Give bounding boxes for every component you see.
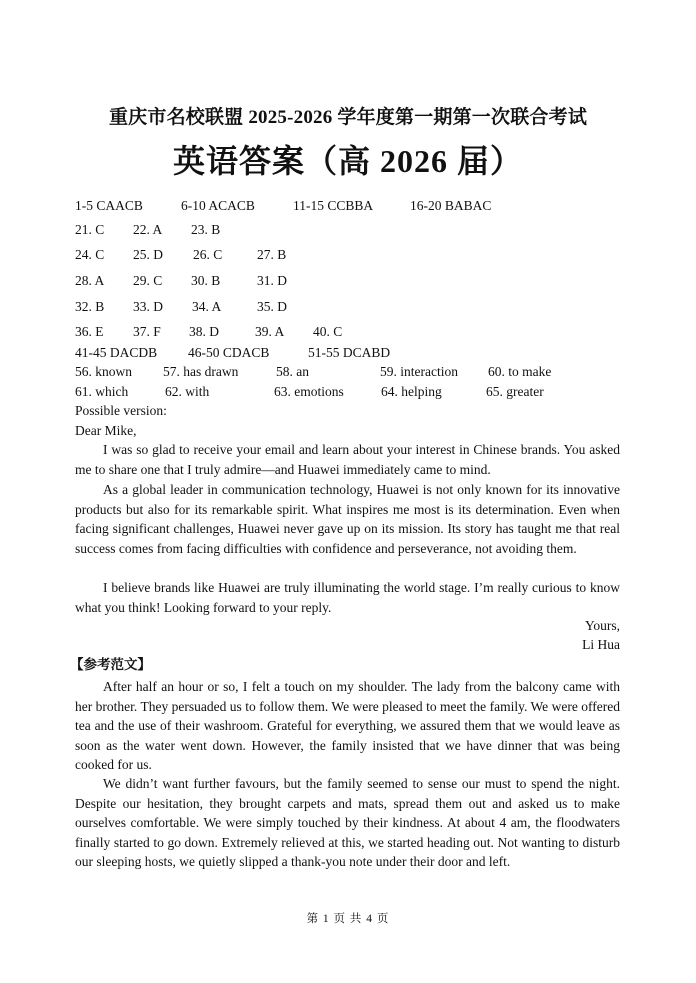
answer-item: 21. C	[75, 222, 105, 237]
answer-item: 61. which	[75, 384, 129, 399]
answer-item: 33. D	[133, 299, 163, 314]
answer-item: 32. B	[75, 299, 105, 314]
answer-item: 37. F	[133, 324, 161, 339]
answer-item: 11-15 CCBBA	[293, 198, 374, 213]
answer-item: 51-55 DCABD	[308, 345, 391, 360]
answer-item: 46-50 CDACB	[188, 345, 270, 360]
essay-paragraph: We didn’t want further favours, but the family seemed to sense our must to spend the night. Despite our hesitation, they brought carpets and mats, spread them out and asked us to make ourselves comfortable. We were simply touched by their kindness. At about 4 am, the floodwaters finally started to go down. Extremely relieved at this, we started heading out. Not wanting to disturb our sleeping hosts, we quietly slipped a thank-you note under their door and left.	[75, 776, 620, 869]
answer-item: 23. B	[191, 222, 221, 237]
answer-item: 60. to make	[488, 364, 552, 379]
answer-item: 1-5 CAACB	[75, 198, 143, 213]
answer-item: 34. A	[192, 299, 222, 314]
answer-item: 62. with	[165, 384, 210, 399]
answer-item: 59. interaction	[380, 364, 458, 379]
letter-greeting: Dear Mike,	[75, 423, 137, 438]
answer-item: 41-45 DACDB	[75, 345, 158, 360]
letter-paragraph: I was so glad to receive your email and learn about your interest in Chinese brands. You asked me to share one that I truly admire—and Huawei immediately came to mind.	[75, 442, 620, 477]
answer-item: 30. B	[191, 273, 221, 288]
letter-closing: Yours,	[584, 618, 620, 633]
exam-title: 重庆市名校联盟 2025-2026 学年度第一期第一次联合考试	[108, 107, 588, 128]
answer-item: 64. helping	[381, 384, 442, 399]
essay-paragraph: After half an hour or so, I felt a touch on my shoulder. The lady from the balcony came with her brother. They persuaded us to follow them. We were pleased to meet the family. We were offered tea and the use of their washroom. Grateful for everything, we assured them that we would leave as soon as the water went down. However, the family insisted that we have dinner that was being cooked for us.	[75, 679, 620, 772]
answer-item: 26. C	[193, 247, 223, 262]
answer-item: 39. A	[255, 324, 285, 339]
answer-item: 63. emotions	[274, 384, 344, 399]
answer-item: 22. A	[133, 222, 163, 237]
answer-item: 36. E	[75, 324, 104, 339]
page-number: 第 1 页 共 4 页	[306, 913, 390, 925]
answer-item: 40. C	[313, 324, 343, 339]
section-heading: 【参考范文】	[70, 657, 151, 672]
answer-key-title: 英语答案（高 2026 届）	[172, 143, 523, 179]
answer-item: 57. has drawn	[163, 364, 239, 379]
letter-paragraph: As a global leader in communication technology, Huawei is not only known for its innovative products but also for its remarkable spirit. What inspires me most is its determination. Even when facing significant challenges, Huawei never gave up on its mission. Its story has taught me that real success comes from facing difficulties with confidence and perseverance, not avoiding them.	[75, 482, 620, 556]
answer-item: 27. B	[257, 247, 287, 262]
answer-item: 29. C	[133, 273, 163, 288]
answer-item: 35. D	[257, 299, 287, 314]
possible-version-label: Possible version:	[75, 403, 167, 418]
answer-item: 58. an	[276, 364, 309, 379]
answer-item: 38. D	[189, 324, 219, 339]
letter-signature: Li Hua	[582, 637, 620, 652]
answer-item: 28. A	[75, 273, 105, 288]
answer-item: 56. known	[75, 364, 132, 379]
answer-item: 24. C	[75, 247, 105, 262]
answer-item: 31. D	[257, 273, 287, 288]
letter-paragraph: I believe brands like Huawei are truly illuminating the world stage. I’m really curious to know what you think! Looking forward to your reply.	[75, 580, 620, 615]
answer-item: 6-10 ACACB	[181, 198, 255, 213]
answer-item: 16-20 BABAC	[410, 198, 492, 213]
answer-item: 25. D	[133, 247, 163, 262]
answer-item: 65. greater	[486, 384, 544, 399]
